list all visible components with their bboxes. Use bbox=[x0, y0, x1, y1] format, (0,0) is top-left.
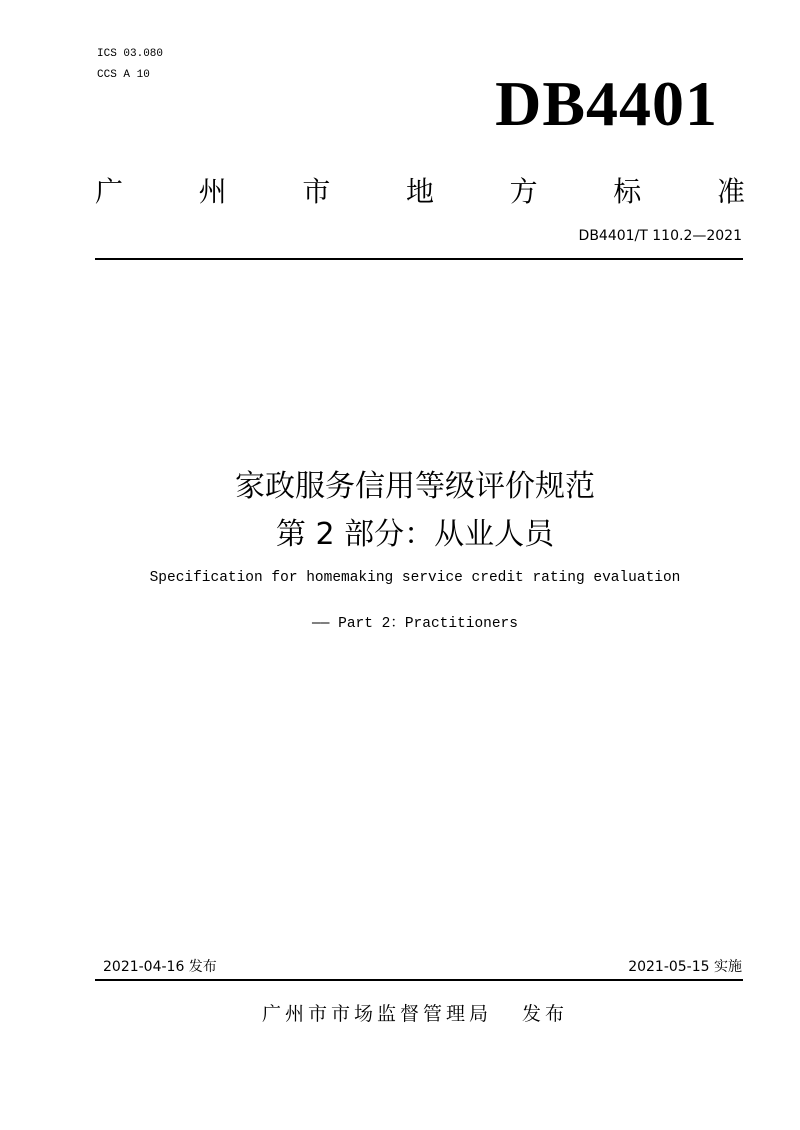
implementation-date: 2021-05-15 实施 bbox=[628, 959, 742, 975]
ccs-code: CCS A 10 bbox=[97, 69, 150, 81]
ics-code: ICS 03.080 bbox=[97, 48, 164, 60]
issuing-authority: 广州市市场监督管理局 发布 bbox=[261, 1003, 569, 1025]
standard-type-char: 地 bbox=[405, 175, 434, 208]
standard-type-char: 准 bbox=[716, 175, 745, 208]
top-divider bbox=[95, 258, 743, 260]
standard-type-char: 标 bbox=[613, 175, 642, 208]
standard-number: DB4401/T 110.2—2021 bbox=[578, 228, 742, 244]
title-english-line1: Specification for homemaking service credit rating evaluation bbox=[149, 570, 681, 586]
standard-type-char: 州 bbox=[198, 175, 227, 208]
standard-type-char: 广 bbox=[95, 175, 124, 208]
title-chinese-line2: 第 2 部分：从业人员 bbox=[275, 517, 555, 552]
issue-date: 2021-04-16 发布 bbox=[103, 959, 217, 975]
classification-codes bbox=[97, 44, 163, 86]
standard-type bbox=[95, 170, 745, 214]
title-english-line2: —— Part 2：Practitioners bbox=[312, 616, 518, 632]
db-code-heading: DB4401 bbox=[495, 68, 718, 139]
bottom-divider bbox=[95, 979, 743, 981]
title-chinese-line1: 家政服务信用等级评价规范 bbox=[235, 469, 595, 504]
standard-type-char: 方 bbox=[509, 175, 538, 208]
standard-type-char: 市 bbox=[302, 175, 331, 208]
